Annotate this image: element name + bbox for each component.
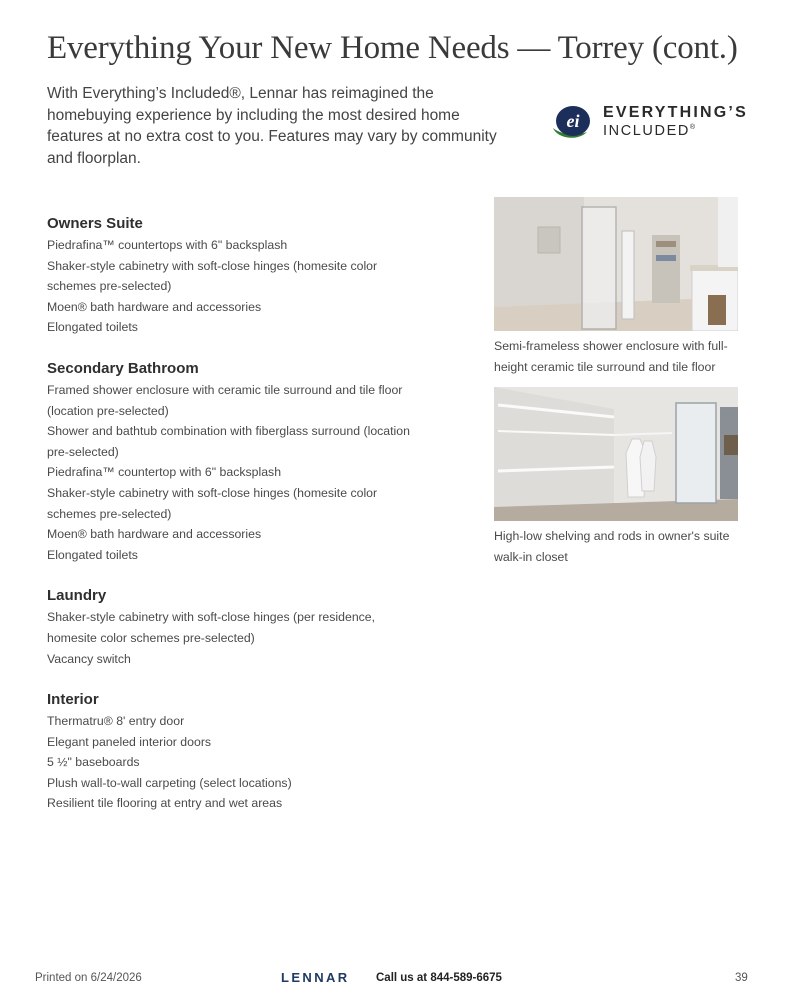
list-item: Piedrafina™ countertops with 6" backsplash (47, 238, 288, 252)
call-phone-text: Call us at 844-589-6675 (376, 972, 502, 984)
list-item: Resilient tile flooring at entry and wet areas (47, 796, 283, 811)
ei-badge-icon (547, 102, 595, 142)
page-title: Everything Your New Home Needs — Torrey (cont.) (47, 30, 738, 66)
section-title: Laundry (47, 587, 107, 605)
list-item: Shaker-style cabinetry with soft-close hinges (homesite color schemes pre-selected) (47, 258, 378, 294)
page-number: 39 (735, 972, 748, 984)
list-item: Moen® bath hardware and accessories (47, 299, 262, 314)
list-item: 5 ½" baseboards (47, 755, 140, 770)
list-item: Elongated toilets (47, 320, 138, 335)
list-item: Moen® bath hardware and accessories (47, 527, 262, 542)
printed-date: Printed on 6/24/2026 (35, 972, 142, 984)
list-item: Piedrafina™ countertop with 6" backsplash (47, 465, 282, 480)
shower-photo-caption: Semi-frameless shower enclosure with full-height ceramic tile surround and tile floor (494, 339, 728, 374)
logo-line-2: INCLUDED® (603, 123, 696, 139)
section-secondary-bathroom (47, 359, 427, 565)
list-item: Shaker-style cabinetry with soft-close hinges (homesite color schemes pre-selected) (47, 485, 378, 521)
list-item: Plush wall-to-wall carpeting (select locations) (47, 775, 292, 790)
lennar-logo: LENNAR (281, 970, 350, 985)
list-item: Elongated toilets (47, 547, 138, 562)
svg-text:ei: ei (566, 111, 580, 131)
section-title: Secondary Bathroom (47, 359, 199, 377)
features-list (47, 214, 427, 835)
everythings-included-logo (547, 100, 747, 144)
list-item: Framed shower enclosure with ceramic tile surround and tile floor (location pre-selected) (47, 382, 403, 418)
list-item: Vacancy switch (47, 651, 131, 666)
intro-paragraph: With Everything’s Included®, Lennar has reimagined the homebuying experience by including the most desired home features at no extra cost to you. Features may vary by community and floorplan. (47, 85, 497, 168)
section-title: Owners Suite (47, 215, 143, 232)
section-laundry (47, 586, 427, 669)
logo-line-1: EVERYTHING’S (603, 104, 748, 121)
shower-enclosure-photo (494, 197, 738, 331)
list-item: Thermatru® 8' entry door (47, 714, 185, 729)
section-interior (47, 690, 427, 814)
list-item: Elegant paneled interior doors (47, 734, 212, 749)
section-owners-suite (47, 214, 427, 338)
walk-in-closet-photo (494, 387, 738, 521)
section-title: Interior (47, 691, 99, 709)
list-item: Shaker-style cabinetry with soft-close hinges (per residence, homesite color schemes pre-selected) (47, 610, 376, 645)
list-item: Shower and bathtub combination with fiberglass surround (location pre-selected) (47, 424, 410, 459)
closet-photo-caption: High-low shelving and rods in owner's suite walk-in closet (494, 529, 730, 564)
